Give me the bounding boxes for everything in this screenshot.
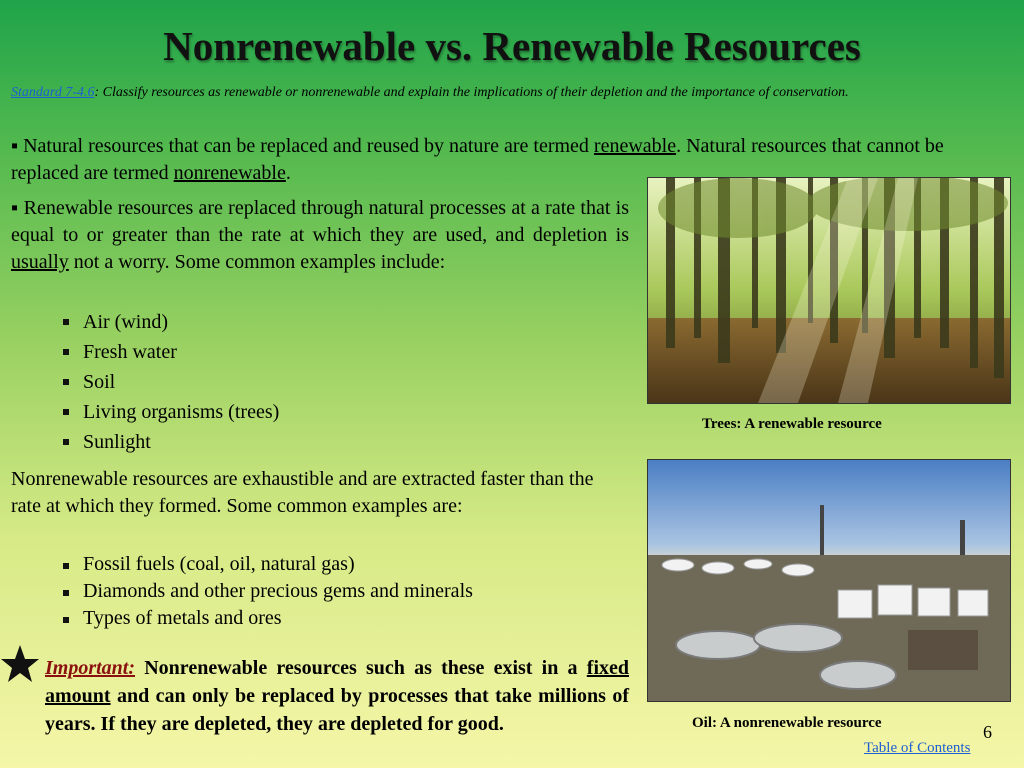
forest-photo (647, 177, 1011, 404)
list-item: Air (wind) (61, 307, 279, 337)
table-of-contents-link[interactable]: Table of Contents (864, 740, 971, 756)
list-item: Fresh water (61, 337, 279, 367)
standard-text: : Classify resources as renewable or nonrenewable and explain the implications of their depletion and the importance of conservation. (94, 85, 849, 100)
trees-caption: Trees: A renewable resource (702, 416, 882, 432)
usually-term: usually (11, 251, 69, 273)
oil-caption: Oil: A nonrenewable resource (692, 715, 882, 731)
refinery-photo (647, 459, 1011, 702)
list-item: Diamonds and other precious gems and minerals (61, 578, 473, 605)
list-item: Types of metals and ores (61, 605, 473, 632)
list-item: Living organisms (trees) (61, 397, 279, 427)
nonrenewable-paragraph: Nonrenewable resources are exhaustible and are extracted faster than the rate at which they formed. Some common examples are: (11, 468, 594, 517)
star-icon (0, 644, 40, 684)
renewable-paragraph: ▪ Renewable resources are replaced through natural processes at a rate that is equal to or greater than the rate at which they are used, and depletion is usually not a worry. Some common examples include: (11, 197, 630, 273)
important-note: Important: Nonrenewable resources such as these exist in a fixed amount and can only be replaced by processes that take millions of years. If they are depleted, they are depleted for good. (45, 657, 629, 735)
slide-title: Nonrenewable vs. Renewable Resources (163, 23, 861, 69)
list-item: Fossil fuels (coal, oil, natural gas) (61, 551, 473, 578)
important-label: Important: (45, 657, 136, 679)
renewable-term: renewable (593, 135, 677, 157)
bullet-icon: ▪ (11, 135, 19, 157)
fixed-amount-term: fixed amount (45, 657, 629, 707)
intro-paragraph: ▪ Natural resources that can be replaced and reused by nature are termed renewable. Natural resources that cannot be replaced are termed nonrenewable. (11, 135, 944, 184)
nonrenewable-term: nonrenewable (173, 162, 286, 184)
list-item: Soil (61, 367, 279, 397)
page-number: 6 (983, 722, 992, 742)
renewable-examples-list (61, 307, 279, 457)
bullet-icon: ▪ (11, 197, 19, 219)
nonrenewable-examples-list (61, 551, 473, 632)
standard-statement (11, 83, 1001, 102)
standard-link[interactable]: Standard 7-4.6 (11, 85, 95, 100)
list-item: Sunlight (61, 427, 279, 457)
